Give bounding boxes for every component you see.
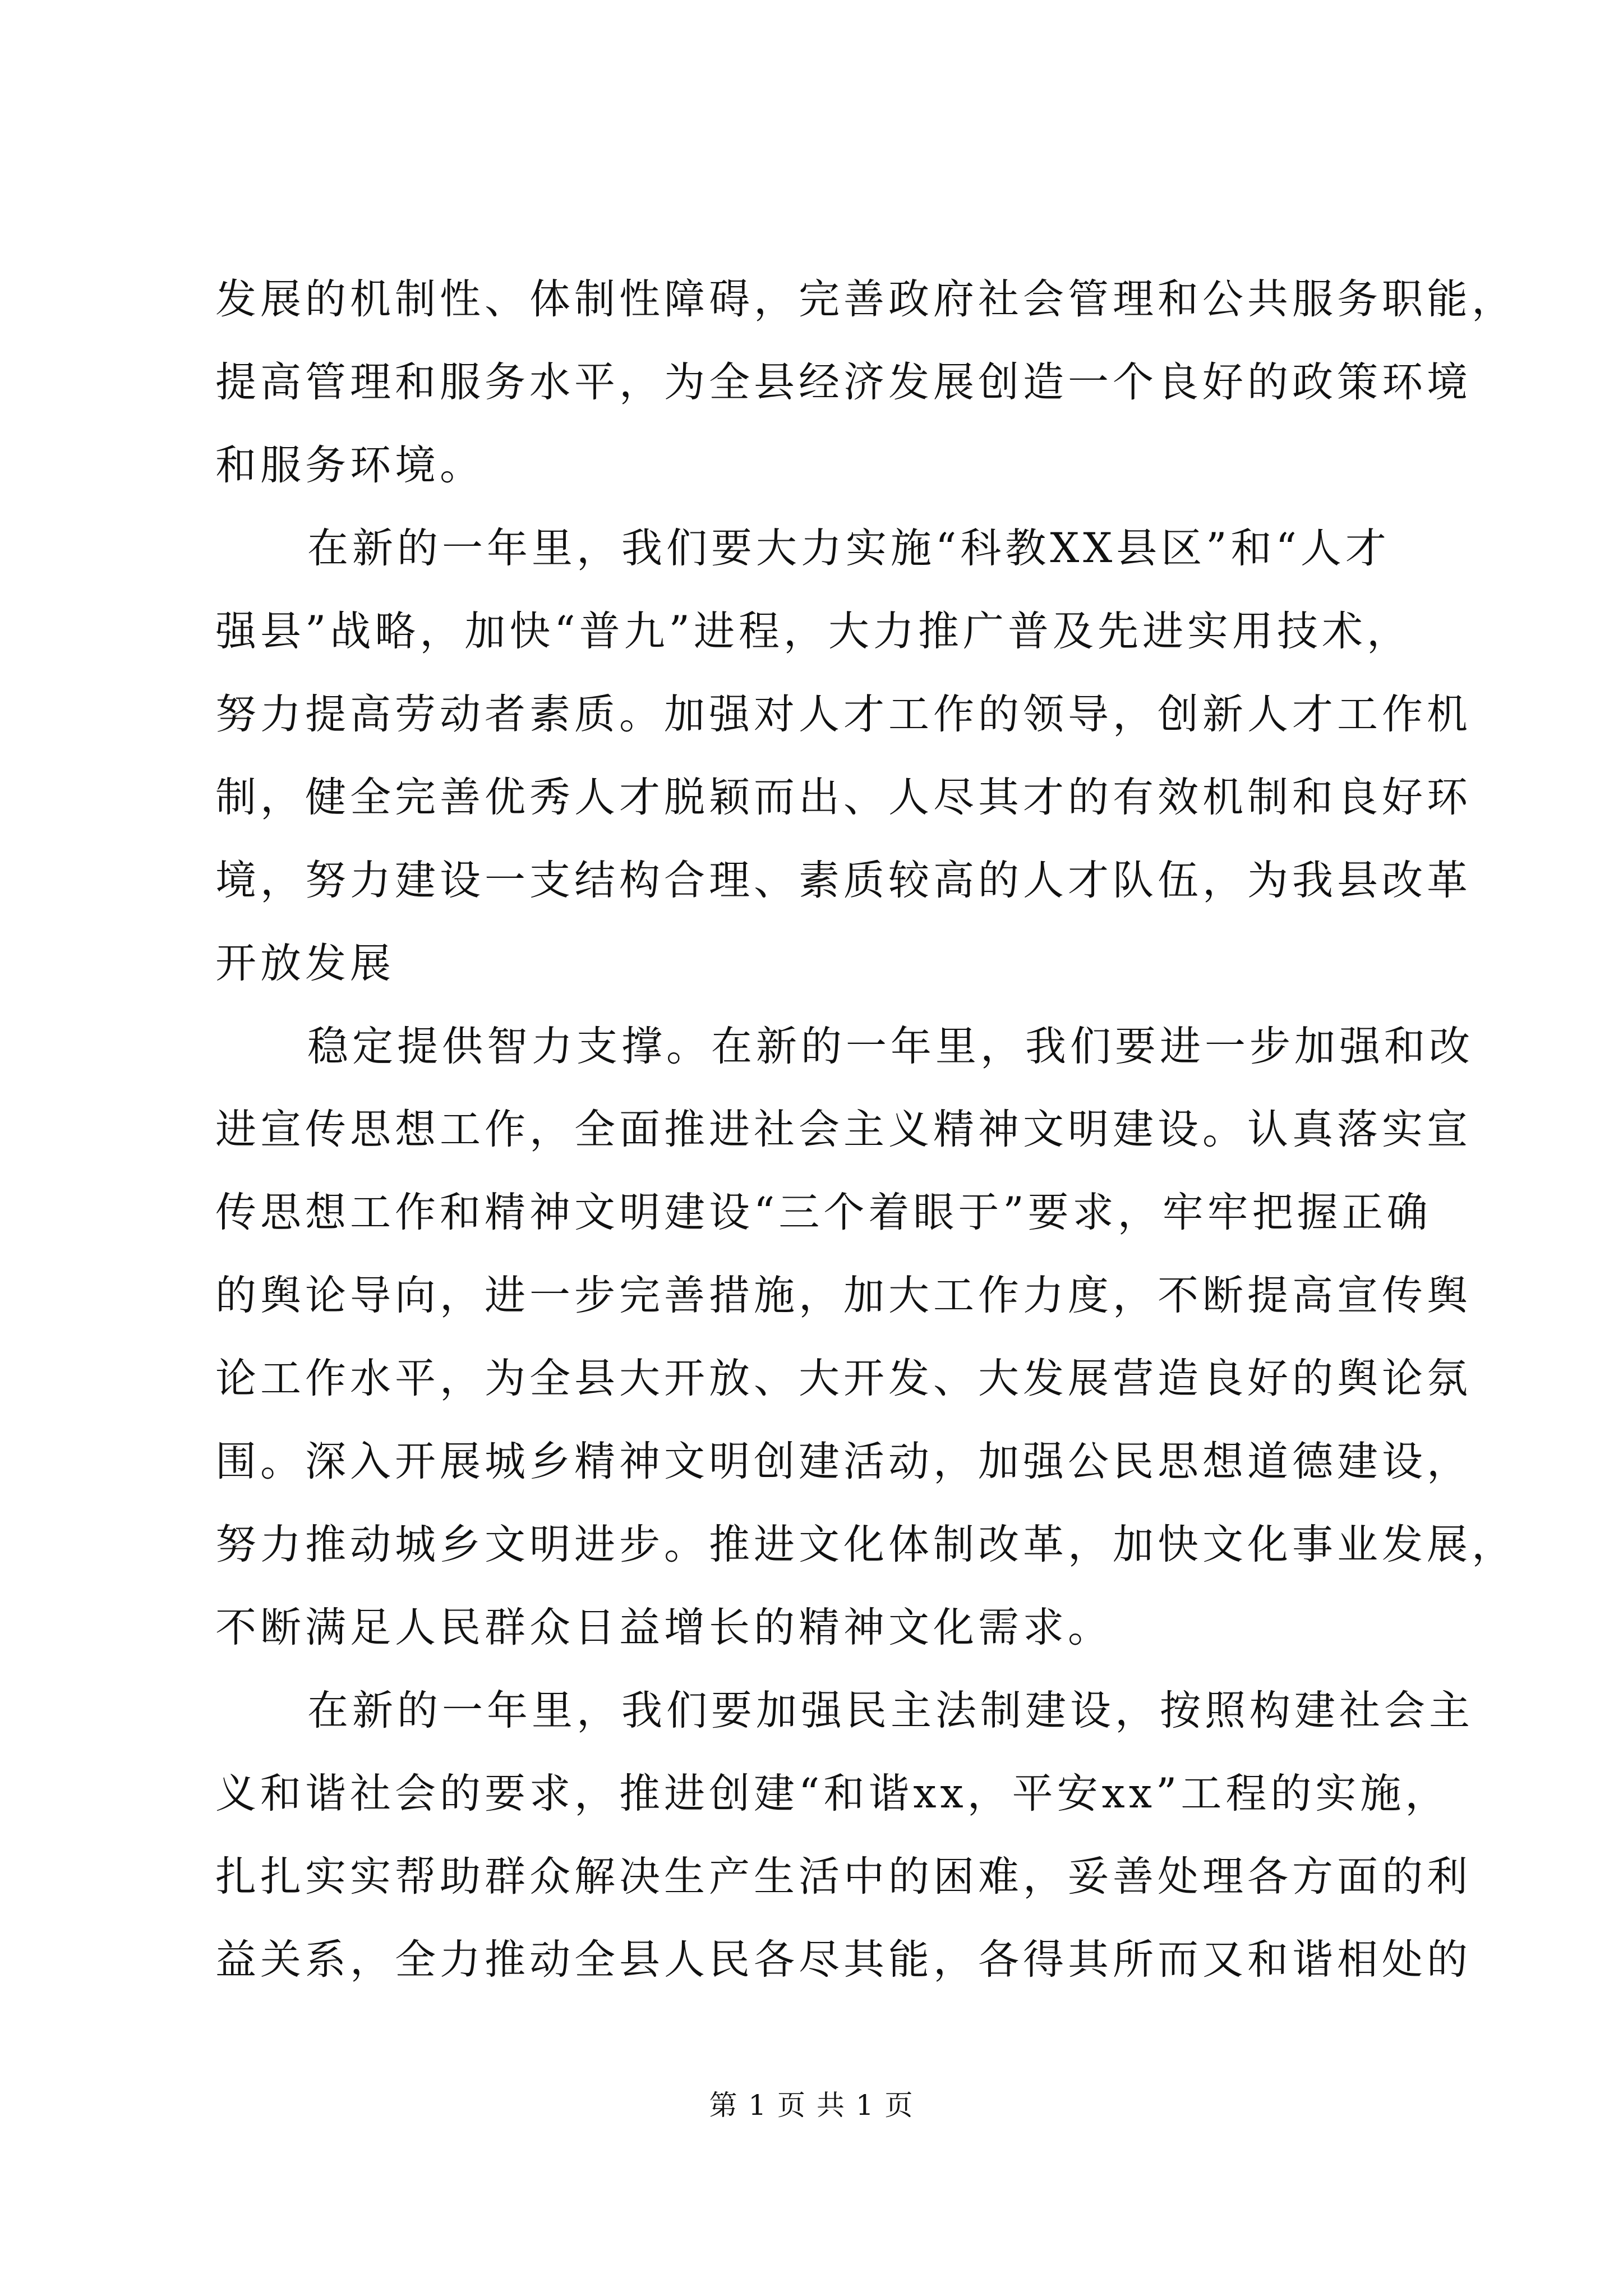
text-line: 发展的机制性、体制性障碍，完善政府社会管理和公共服务职能， <box>215 275 1516 323</box>
text-line: 围。深入开展城乡精神文明创建活动，加强公民思想道德建设， <box>215 1438 1472 1485</box>
text-line: 强县”战略，加快“普九”进程，大力推广普及先进实用技术， <box>215 608 1412 655</box>
text-line: 的舆论导向，进一步完善措施，加大工作力度，不断提高宣传舆 <box>215 1272 1472 1319</box>
text-line: 论工作水平，为全县大开放、大开发、大发展营造良好的舆论氛 <box>215 1355 1472 1402</box>
text-line: 益关系，全力推动全县人民各尽其能，各得其所而又和谐相处的 <box>215 1936 1472 1984</box>
document-body <box>215 258 1516 2001</box>
page-number-footer: 第 1 页 共 1 页 <box>709 2089 914 2122</box>
text-line: 努力推动城乡文明进步。推进文化体制改革，加快文化事业发展， <box>215 1521 1516 1568</box>
paragraph <box>215 1669 1474 2001</box>
text-line: 境，努力建设一支结构合理、素质较高的人才队伍，为我县改革 <box>215 857 1472 904</box>
paragraph <box>215 1005 1516 1669</box>
text-line: 提高管理和服务水平，为全县经济发展创造一个良好的政策环境 <box>215 358 1472 406</box>
text-line: 义和谐社会的要求，推进创建“和谐xx，平安xx”工程的实施， <box>215 1770 1450 1818</box>
text-line: 在新的一年里，我们要加强民主法制建设，按照构建社会主 <box>307 1687 1474 1734</box>
text-line: 不断满足人民群众日益增长的精神文化需求。 <box>215 1604 1113 1651</box>
text-line: 进宣传思想工作，全面推进社会主义精神文明建设。认真落实宣 <box>215 1106 1472 1153</box>
text-line: 扎扎实实帮助群众解决生产生活中的困难，妥善处理各方面的利 <box>215 1853 1472 1901</box>
text-line: 稳定提供智力支撑。在新的一年里，我们要进一步加强和改 <box>307 1023 1474 1070</box>
text-line: 制，健全完善优秀人才脱颖而出、人尽其才的有效机制和良好环 <box>215 774 1472 821</box>
paragraph <box>215 507 1472 1005</box>
text-line: 传思想工作和精神文明建设“三个着眼于”要求，牢牢把握正确 <box>215 1189 1432 1236</box>
paragraph <box>215 258 1516 507</box>
text-line: 和服务环境。 <box>215 441 485 489</box>
text-line: 努力提高劳动者素质。加强对人才工作的领导，创新人才工作机 <box>215 691 1472 738</box>
text-line: 开放发展 <box>215 940 395 987</box>
text-line: 在新的一年里，我们要大力实施“科教XX县区”和“人才 <box>307 524 1390 572</box>
